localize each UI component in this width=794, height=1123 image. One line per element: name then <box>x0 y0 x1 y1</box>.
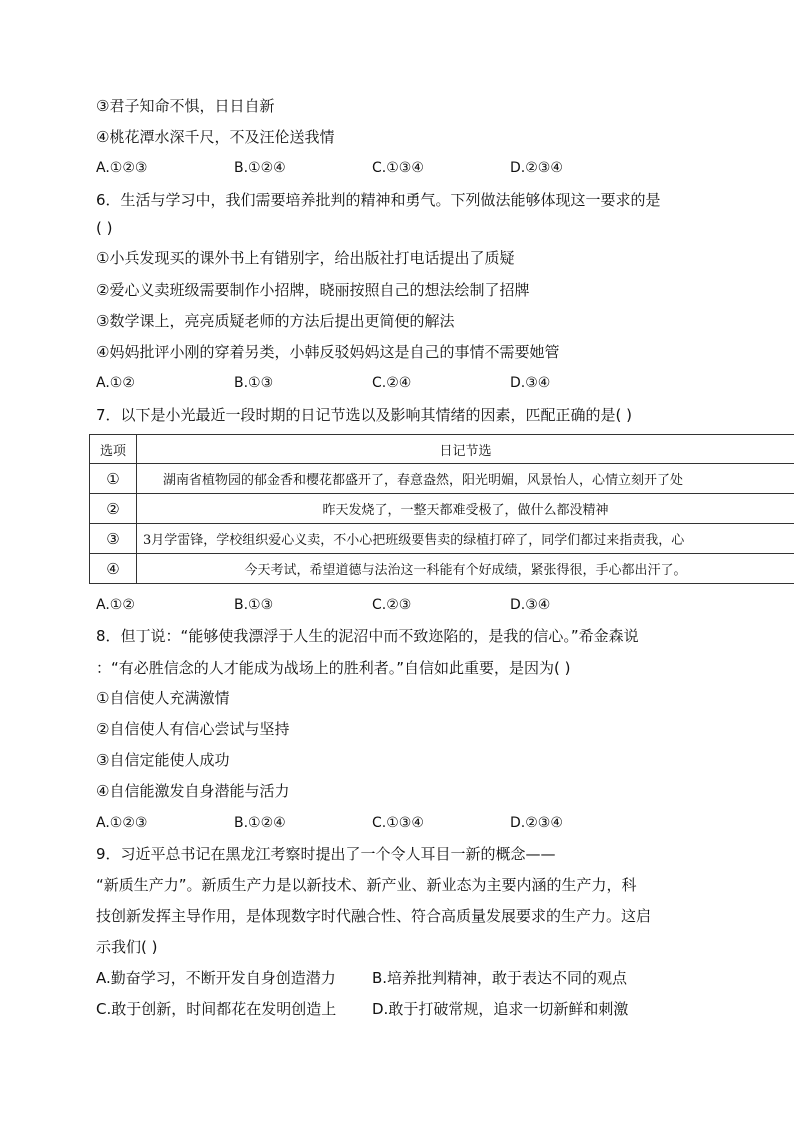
q6-option-b[interactable]: B.①③ <box>234 375 274 391</box>
q8-stem-line-1: 8．但丁说：“能够使我漂浮于人生的泥沼中而不致迩陷的，是我的信心。”希金森说 <box>96 627 639 645</box>
table-row <box>90 464 794 494</box>
q8-option-c[interactable]: C.①③④ <box>372 815 424 831</box>
q6-paren: ( ) <box>96 219 113 237</box>
q8-option-a[interactable]: A.①②③ <box>96 815 148 831</box>
row-text: 今天考试，希望道德与法治这一科能有个好成绩，紧张得很，手心都出汗了。 <box>137 554 794 584</box>
q6-stem: 6．生活与学习中，我们需要培养批判的精神和勇气。下列做法能够体现这一要求的是 <box>96 191 661 209</box>
q7-option-c[interactable]: C.②③ <box>372 597 412 613</box>
q8-item-2: ②自信使人有信心尝试与坚持 <box>96 720 290 738</box>
q8-option-b[interactable]: B.①②④ <box>234 815 286 831</box>
q9-line-2: “新质生产力”。新质生产力是以新技术、新产业、新业态为主要内涵的生产力，科 <box>96 876 637 894</box>
q8-option-d[interactable]: D.②③④ <box>510 815 563 831</box>
diary-table <box>89 434 794 584</box>
q5-option-b[interactable]: B.①②④ <box>234 160 286 176</box>
row-symbol: ② <box>90 494 137 524</box>
q5-item-4: ④桃花潭水深千尺，不及汪伦送我情 <box>96 128 335 146</box>
q6-item-3: ③数学课上，亮亮质疑老师的方法后提出更简便的解法 <box>96 312 455 330</box>
q7-option-b[interactable]: B.①③ <box>234 597 274 613</box>
table-row <box>90 524 794 554</box>
row-symbol: ③ <box>90 524 137 554</box>
q6-item-4: ④妈妈批评小刚的穿着另类，小韩反驳妈妈这是自己的事情不需要她管 <box>96 343 560 361</box>
q9-option-a[interactable]: A.勤奋学习，不断开发自身创造潜力 <box>96 969 336 987</box>
q9-option-c[interactable]: C.敢于创新，时间都花在发明创造上 <box>96 1000 337 1018</box>
q9-line-1: 9．习近平总书记在黑龙江考察时提出了一个令人耳目一新的概念—— <box>96 845 556 863</box>
q8-item-4: ④自信能激发自身潜能与活力 <box>96 782 290 800</box>
row-text: 3月学雷锋，学校组织爱心义卖，不小心把班级要售卖的绿植打碎了，同学们都过来指责我，心 <box>137 524 794 554</box>
table-header-row <box>90 435 794 464</box>
q9-option-d[interactable]: D.敢于打破常规，追求一切新鲜和刺激 <box>372 1000 629 1018</box>
row-text: 昨天发烧了，一整天都难受极了，做什么都没精神 <box>137 494 794 524</box>
q6-option-c[interactable]: C.②④ <box>372 375 412 391</box>
q6-option-a[interactable]: A.①② <box>96 375 135 391</box>
q6-item-1: ①小兵发现买的课外书上有错别字，给出版社打电话提出了质疑 <box>96 249 515 267</box>
q7-option-d[interactable]: D.③④ <box>510 597 551 613</box>
row-symbol: ① <box>90 464 137 494</box>
q9-line-3: 技创新发挥主导作用，是体现数字时代融合性、符合高质量发展要求的生产力。这启 <box>96 907 652 925</box>
q7-stem: 7．以下是小光最近一段时期的日记节选以及影响其情绪的因素，匹配正确的是( ) <box>96 406 633 424</box>
table-row <box>90 554 794 584</box>
q6-option-d[interactable]: D.③④ <box>510 375 551 391</box>
q7-option-a[interactable]: A.①② <box>96 597 135 613</box>
row-text: 湖南省植物园的郁金香和樱花都盛开了，春意盎然，阳光明媚，风景怡人，心情立刻开了处 <box>137 464 794 494</box>
table-row <box>90 494 794 524</box>
header-option: 选项 <box>90 435 137 464</box>
q5-option-c[interactable]: C.①③④ <box>372 160 424 176</box>
q5-item-3: ③君子知命不惧，日日自新 <box>96 97 275 115</box>
q9-option-b[interactable]: B.培养批判精神，敢于表达不同的观点 <box>372 969 628 987</box>
q8-item-1: ①自信使人充满激情 <box>96 689 230 707</box>
row-symbol: ④ <box>90 554 137 584</box>
q5-option-d[interactable]: D.②③④ <box>510 160 563 176</box>
q8-stem-line-2: ：“有必胜信念的人才能成为战场上的胜利者。”自信如此重要，是因为( ) <box>96 659 571 677</box>
q6-item-2: ②爱心义卖班级需要制作小招牌，晓丽按照自己的想法绘制了招牌 <box>96 281 530 299</box>
q8-item-3: ③自信定能使人成功 <box>96 751 230 769</box>
header-diary: 日记节选 <box>137 435 794 464</box>
q5-option-a[interactable]: A.①②③ <box>96 160 148 176</box>
q9-line-4: 示我们( ) <box>96 938 158 956</box>
